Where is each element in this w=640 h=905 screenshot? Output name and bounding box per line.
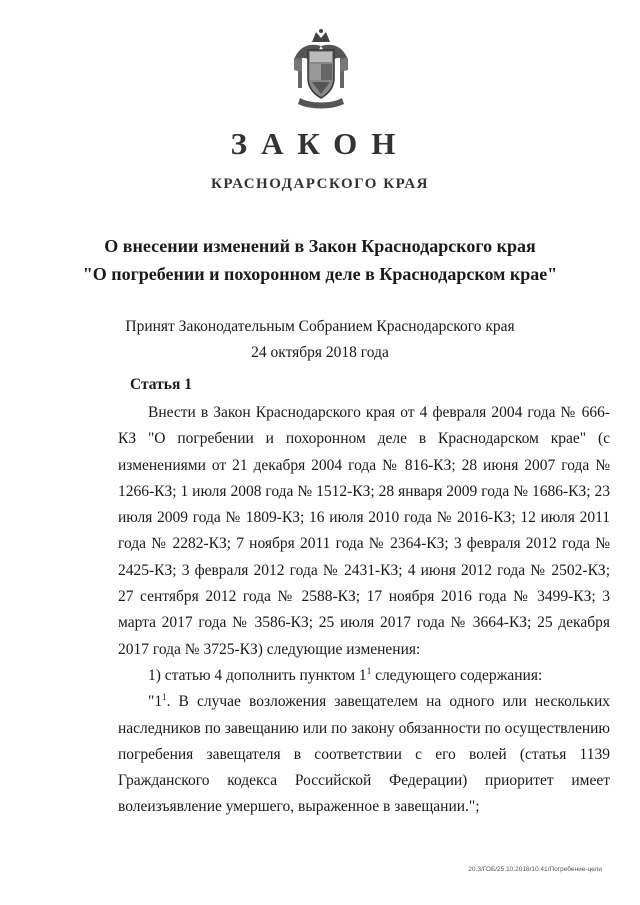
article-body <box>118 400 610 821</box>
item-1-superscript: 1 <box>366 665 372 676</box>
item-1-prefix: 1) статью 4 дополнить пунктом 1 <box>148 666 367 684</box>
article-intro-paragraph: Внести в Закон Краснодарского края от 4 февраля 2004 года № 666-КЗ "О погребении и похоронном деле в Краснодарском крае" (с изменениями от 21 декабря 2004 года № 816-КЗ; 28 июня 2007 года № 1266-КЗ; 1 июля 2008 года № 1512-КЗ; 28 января 2009 года № 1686-КЗ; 23 июля 2009 года № 1809-КЗ; 16 июля 2010 года № 2016-КЗ; 12 июля 2011 года № 2282-КЗ; 7 ноября 2011 года № 2364-КЗ; 3 февраля 2012 года № 2425-КЗ; 3 февраля 2012 года № 2431-КЗ; 4 июня 2012 года № 2502-КЗ; 27 сентября 2012 года № 2588-КЗ; 17 ноября 2016 года № 3499-КЗ; 3 марта 2017 года № 3586-КЗ; 25 июля 2017 года № 3664-КЗ; 25 декабря 2017 года № 3725-КЗ) следующие изменения: <box>118 404 610 658</box>
quote-superscript: 1 <box>162 692 167 703</box>
article-heading: Статья 1 <box>130 376 192 393</box>
quote-prefix: "1 <box>148 693 163 711</box>
law-title <box>0 232 640 288</box>
region-heading: КРАСНОДАРСКОГО КРАЯ <box>211 176 429 192</box>
coat-of-arms-emblem <box>290 28 352 112</box>
law-heading: ЗАКОН <box>230 126 410 161</box>
quote-text: . В случае возложения завещателем на одного или нескольких наследников по завещанию или по закону обязанности по осуществлению погребения завещателя в соответствии с его волей (статья 1139 Гражданского кодекса Российской Федерации) приоритет имеет волеизъявление умершего, выраженное в завещании."; <box>118 693 610 816</box>
title-line-1: О внесении изменений в Закон Краснодарского края <box>104 236 536 256</box>
adoption-date: 24 октября 2018 года <box>251 344 389 361</box>
item-1-paragraph <box>118 663 610 689</box>
adoption-info <box>0 314 640 366</box>
quoted-clause-paragraph <box>118 689 610 820</box>
adoption-line-1: Принят Законодательным Собранием Краснодарского края <box>125 318 515 335</box>
title-line-2: "О погребении и похоронном деле в Краснодарском крае" <box>82 264 558 284</box>
document-footer-code: 20.3/ГОБ/25.10.2018/10:41/Погребение-цели <box>468 866 602 873</box>
item-1-suffix: следующего содержания: <box>371 666 543 684</box>
